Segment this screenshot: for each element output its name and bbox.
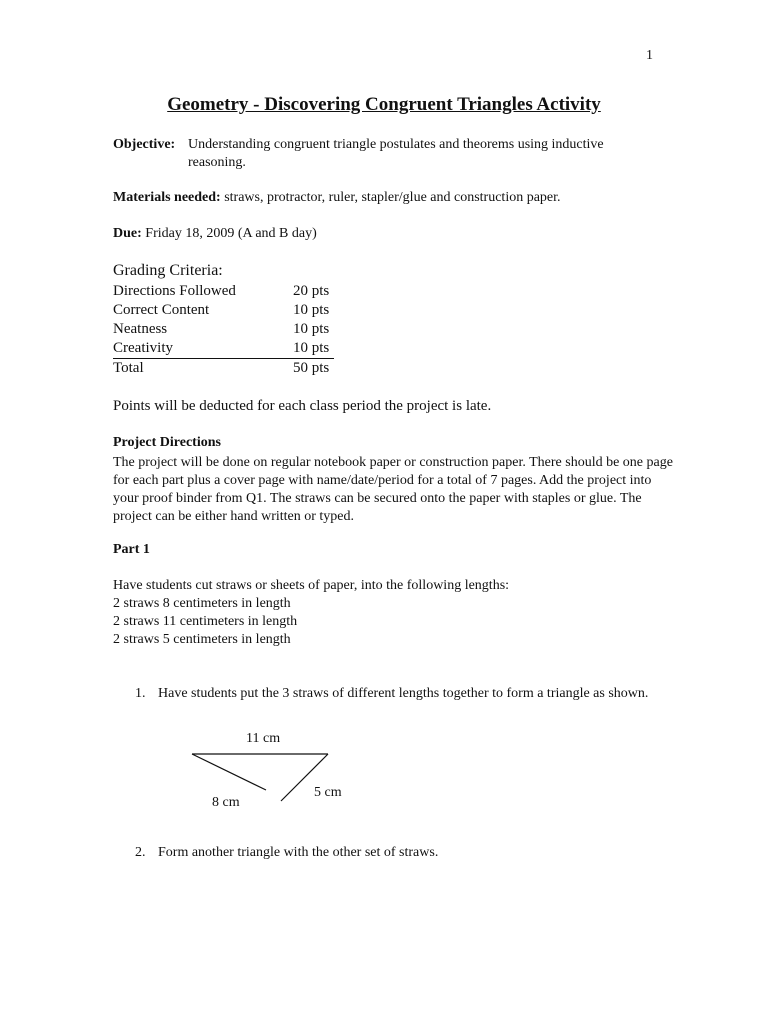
grading-row <box>113 319 334 339</box>
grading-row <box>113 300 334 320</box>
objective-label: Objective: <box>113 137 176 152</box>
list-item: 2 straws 8 centimeters in length <box>113 596 291 611</box>
due-text: Friday 18, 2009 (A and B day) <box>141 226 317 241</box>
step-number: 2. <box>135 845 146 860</box>
project-directions-text: The project will be done on regular notebook paper or construction paper. There should be one page for each part plus a cover page with name/date/period for a total of 7 pages. Add the project into your proof binder from Q1. The straws can be secured onto the paper with staples or glue. The project can be either hand written or typed. <box>113 455 673 524</box>
objective-text: Understanding congruent triangle postulates and theorems using inductive reasoning. <box>188 137 604 170</box>
materials-text: straws, protractor, ruler, stapler/glue and construction paper. <box>220 190 561 205</box>
page-title: Geometry - Discovering Congruent Triangles Activity <box>167 94 601 115</box>
triangle-label-right: 5 cm <box>314 785 342 800</box>
step-number: 1. <box>135 686 146 701</box>
part-1-heading: Part 1 <box>113 542 150 557</box>
part-1-intro: Have students cut straws or sheets of paper, into the following lengths: <box>113 578 510 593</box>
step-text: Have students put the 3 straws of different lengths together to form a triangle as shown. <box>158 686 649 701</box>
grading-row-points: 10 pts <box>293 321 330 337</box>
materials-line <box>113 189 561 207</box>
grading-row-label: Neatness <box>113 321 168 337</box>
due-label: Due: <box>113 226 142 241</box>
grading-total-row <box>113 358 334 378</box>
grading-row-points: 10 pts <box>293 302 330 318</box>
grading-row <box>113 281 334 301</box>
grading-row-label: Correct Content <box>113 302 210 318</box>
page-number: 1 <box>646 48 653 63</box>
project-directions-heading: Project Directions <box>113 435 221 450</box>
grading-row-label: Creativity <box>113 340 173 356</box>
grading-criteria-title: Grading Criteria: <box>113 262 223 279</box>
step-text: Form another triangle with the other set of straws. <box>158 845 439 860</box>
list-item: 2 straws 11 centimeters in length <box>113 614 298 629</box>
late-penalty-note: Points will be deducted for each class period the project is late. <box>113 398 492 414</box>
grading-row-label: Directions Followed <box>113 283 236 299</box>
grading-row-points: 10 pts <box>293 340 330 356</box>
triangle-label-left: 8 cm <box>212 795 240 810</box>
materials-label: Materials needed: <box>113 190 221 205</box>
due-line <box>113 225 317 243</box>
grading-row <box>113 338 334 359</box>
grading-row-points: 20 pts <box>293 283 330 299</box>
triangle-label-top: 11 cm <box>246 731 281 746</box>
grading-row-label: Total <box>113 360 144 376</box>
triangle-side-left <box>192 754 266 790</box>
grading-row-points: 50 pts <box>293 360 330 376</box>
list-item: 2 straws 5 centimeters in length <box>113 632 291 647</box>
